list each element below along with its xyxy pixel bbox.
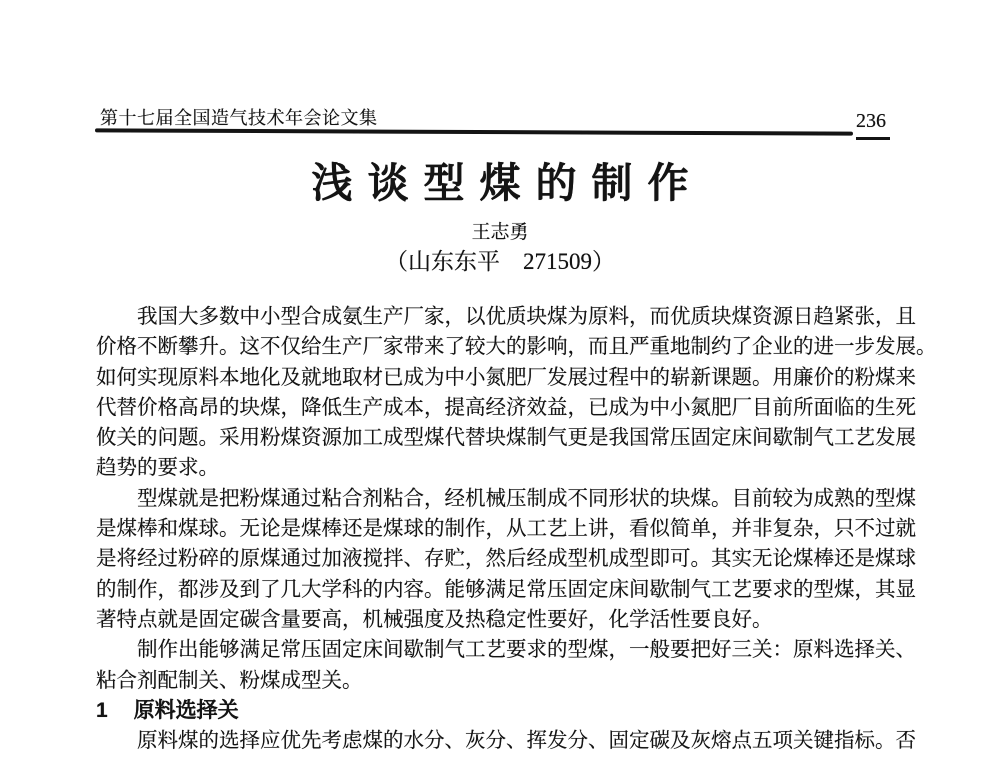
body-line: 如何实现原料本地化及就地取材已成为中小氮肥厂发展过程中的崭新课题。用廉价的粉煤来 — [96, 366, 916, 389]
article-body — [96, 302, 938, 756]
body-line: 的制作，都涉及到了几大学科的内容。能够满足常压固定床间歇制气工艺要求的型煤，其显 — [96, 578, 916, 601]
header-rule — [95, 128, 853, 135]
body-line: 攸关的问题。采用粉煤资源加工成型煤代替块煤制气更是我国常压固定床间歇制气工艺发展 — [96, 427, 916, 450]
body-line: 我国大多数中小型合成氨生产厂家，以优质块煤为原料，而优质块煤资源日趋紧张，且 — [137, 306, 916, 328]
page-number-underline — [856, 137, 890, 140]
section-1-number: 1 — [96, 698, 108, 722]
body-line: 原料煤的选择应优先考虑煤的水分、灰分、挥发分、固定碳及灰熔点五项关键指标。否 — [137, 730, 916, 753]
article-author: 王志勇 — [471, 222, 529, 243]
proceedings-title: 第十七届全国造气技术年会论文集 — [100, 108, 378, 128]
body-line: 代替价格高昂的块煤，降低生产成本，提高经济效益，已成为中小氮肥厂目前所面临的生死 — [96, 396, 916, 419]
body-line: 粘合剂配制关、粉煤成型关。 — [96, 669, 363, 692]
body-line: 趋势的要求。 — [96, 457, 219, 480]
body-line: 型煤就是把粉煤通过粘合剂粘合，经机械压制成不同形状的块煤。目前较为成熟的型煤 — [137, 487, 916, 510]
body-line: 价格不断攀升。这不仅给生产厂家带来了较大的影响，而且严重地制约了企业的进一步发展。 — [96, 336, 937, 359]
body-line: 制作出能够满足常压固定床间歇制气工艺要求的型煤，一般要把好三关：原料选择关、 — [137, 639, 916, 662]
body-line: 著特点就是固定碳含量要高，机械强度及热稳定性要好，化学活性要良好。 — [96, 608, 773, 631]
body-line: 是煤棒和煤球。无论是煤棒还是煤球的制作，从工艺上讲，看似简单，并非复杂，只不过就 — [96, 518, 916, 541]
section-1-title: 原料选择关 — [133, 698, 239, 722]
section-1-heading — [96, 696, 938, 726]
body-line: 是将经过粉碎的原煤通过加液搅拌、存贮，然后经成型机成型即可。其实无论煤棒还是煤球 — [96, 548, 916, 571]
article-affiliation: （山东东平 271509） — [385, 249, 615, 274]
article-title: 浅谈型煤的制作 — [311, 160, 704, 206]
page-number: 236 — [856, 110, 886, 132]
